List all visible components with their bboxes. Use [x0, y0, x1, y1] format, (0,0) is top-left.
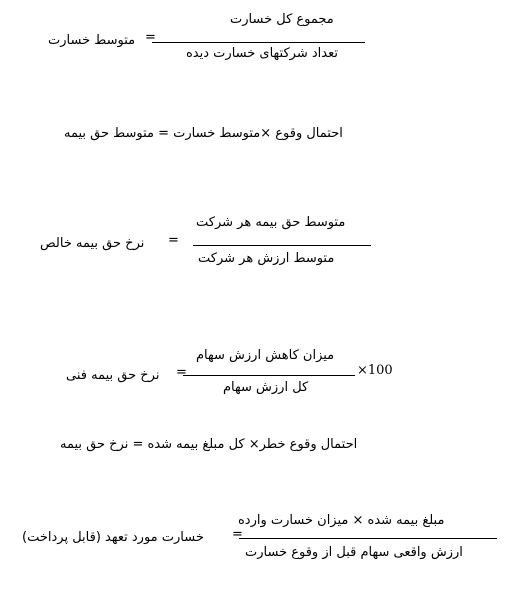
formula-lhs: خسارت مورد تعهد (قابل پرداخت) [22, 530, 204, 545]
equals-sign: = [145, 30, 156, 45]
fraction-bar [193, 245, 371, 246]
multiplier-100: ×100 [357, 363, 393, 378]
formula-numerator: میزان کاهش ارزش سهام [196, 348, 335, 363]
formula-text: احتمال وقوع خطر× کل مبلغ بیمه شده = نرخ حق بیمه [60, 437, 358, 452]
fraction-bar [152, 42, 365, 43]
formula-lhs: نرخ حق بیمه فنی [66, 368, 160, 383]
formula-denominator: ارزش واقعی سهام قبل از وقوع خسارت [245, 545, 463, 560]
formula-numerator: متوسط حق بیمه هر شرکت [196, 215, 346, 230]
fraction-bar [183, 375, 355, 376]
fraction-bar [239, 538, 497, 539]
formula-text: احتمال وقوع ×متوسط خسارت = متوسط حق بیمه [64, 126, 343, 141]
equals-sign: = [176, 365, 187, 380]
formula-denominator: تعداد شرکتهای خسارت دیده [186, 46, 338, 61]
formula-lhs: متوسط خسارت [48, 33, 136, 48]
formula-lhs: نرخ حق بیمه خالص [40, 236, 145, 251]
formula-denominator: کل ارزش سهام [223, 380, 309, 395]
equals-sign: = [232, 527, 243, 542]
formula-numerator: مبلغ بیمه شده × میزان خسارت وارده [238, 513, 445, 528]
formula-numerator: مجموع کل خسارت [230, 12, 334, 27]
equals-sign: = [168, 233, 179, 248]
formula-denominator: متوسط ارزش هر شرکت [198, 251, 335, 266]
